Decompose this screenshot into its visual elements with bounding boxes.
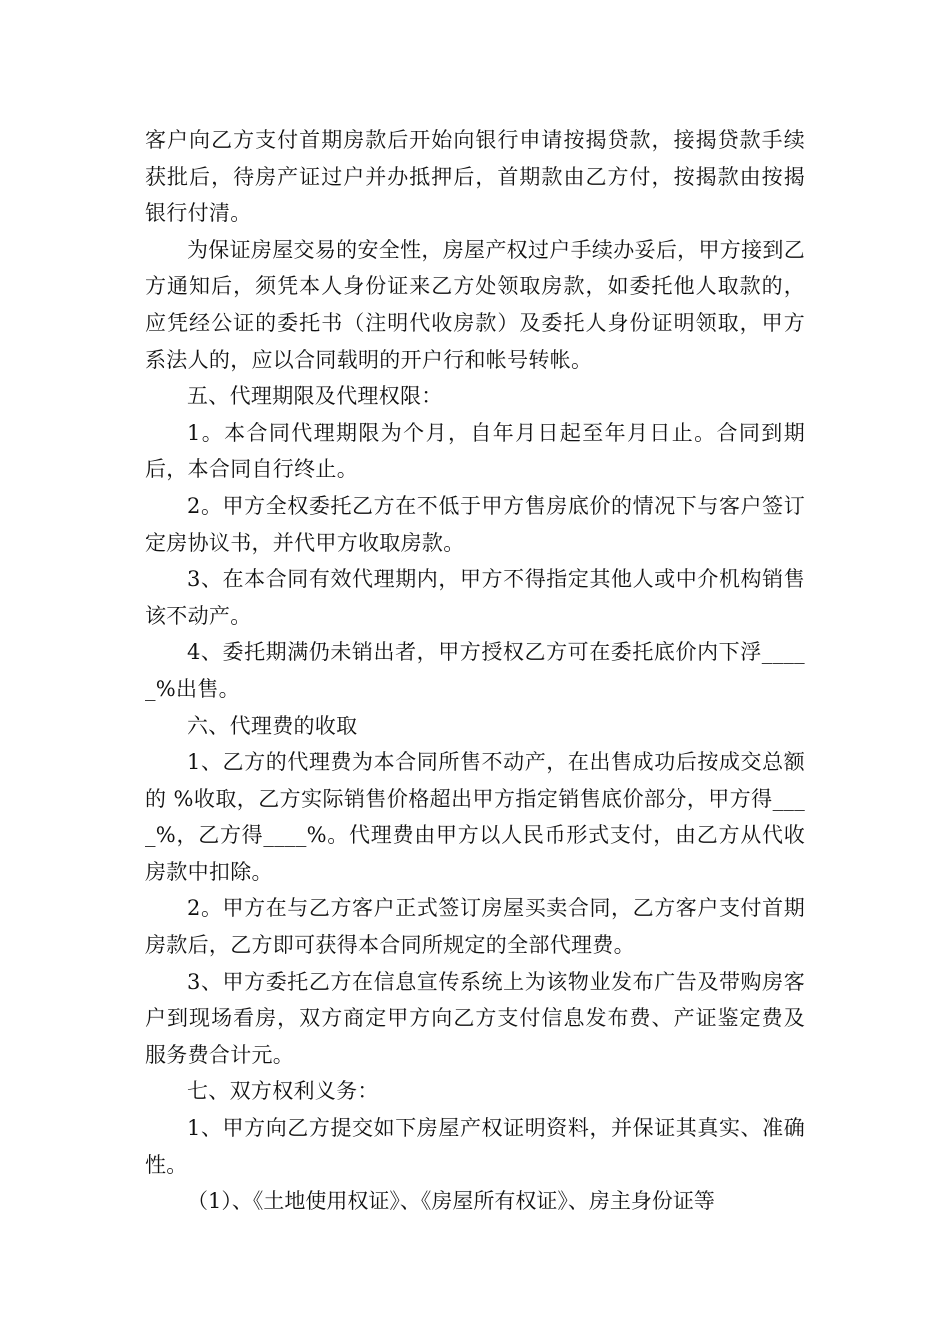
paragraph-payment-process: 客户向乙方支付首期房款后开始向银行申请按揭贷款，接揭贷款手续获批后，待房产证过户并办抵押后，首期款由乙方付，按揭款由按揭银行付清。	[145, 128, 805, 226]
document-body	[145, 122, 805, 1220]
clause-6-3: 3、甲方委托乙方在信息宣传系统上为该物业发布广告及带购房客户到现场看房，双方商定甲方向乙方支付信息发布费、产证鉴定费及服务费合计元。	[145, 969, 805, 1067]
clause-7-1-item-1: （1）、《土地使用权证》、《房屋所有权证》、房主身份证等	[187, 1189, 715, 1214]
section-heading-rights-obligations: 七、双方权利义务：	[187, 1079, 379, 1104]
section-heading-agency-fee: 六、代理费的收取	[187, 713, 358, 738]
clause-6-1: 1、乙方的代理费为本合同所售不动产，在出售成功后按成交总额的 %收取，乙方实际销售价格超出甲方指定销售底价部分，甲方得____%，乙方得____%。代理费由甲方以人民币形式支付，由乙方从代收房款中扣除。	[145, 750, 805, 884]
clause-5-3: 3、在本合同有效代理期内，甲方不得指定其他人或中介机构销售该不动产。	[145, 567, 805, 628]
clause-5-2: 2。甲方全权委托乙方在不低于甲方售房底价的情况下与客户签订定房协议书，并代甲方收取房款。	[145, 493, 805, 555]
section-heading-agency-term: 五、代理期限及代理权限：	[187, 384, 443, 409]
clause-6-2: 2。甲方在与乙方客户正式签订房屋买卖合同，乙方客户支付首期房款后，乙方即可获得本合同所规定的全部代理费。	[145, 896, 805, 958]
clause-7-1: 1、甲方向乙方提交如下房屋产权证明资料，并保证其真实、准确性。	[145, 1116, 805, 1177]
clause-5-1: 1。本合同代理期限为个月，自年月日起至年月日止。合同到期后，本合同自行终止。	[145, 420, 805, 482]
paragraph-payment-security: 为保证房屋交易的安全性，房屋产权过户手续办妥后，甲方接到乙方通知后，须凭本人身份证来乙方处领取房款，如委托他人取款的，应凭经公证的委托书（注明代收房款）及委托人身份证明领取，甲方系法人的，应以合同载明的开户行和帐号转帐。	[145, 237, 805, 372]
clause-5-4: 4、委托期满仍未销出者，甲方授权乙方可在委托底价内下浮_____%出售。	[145, 640, 805, 701]
